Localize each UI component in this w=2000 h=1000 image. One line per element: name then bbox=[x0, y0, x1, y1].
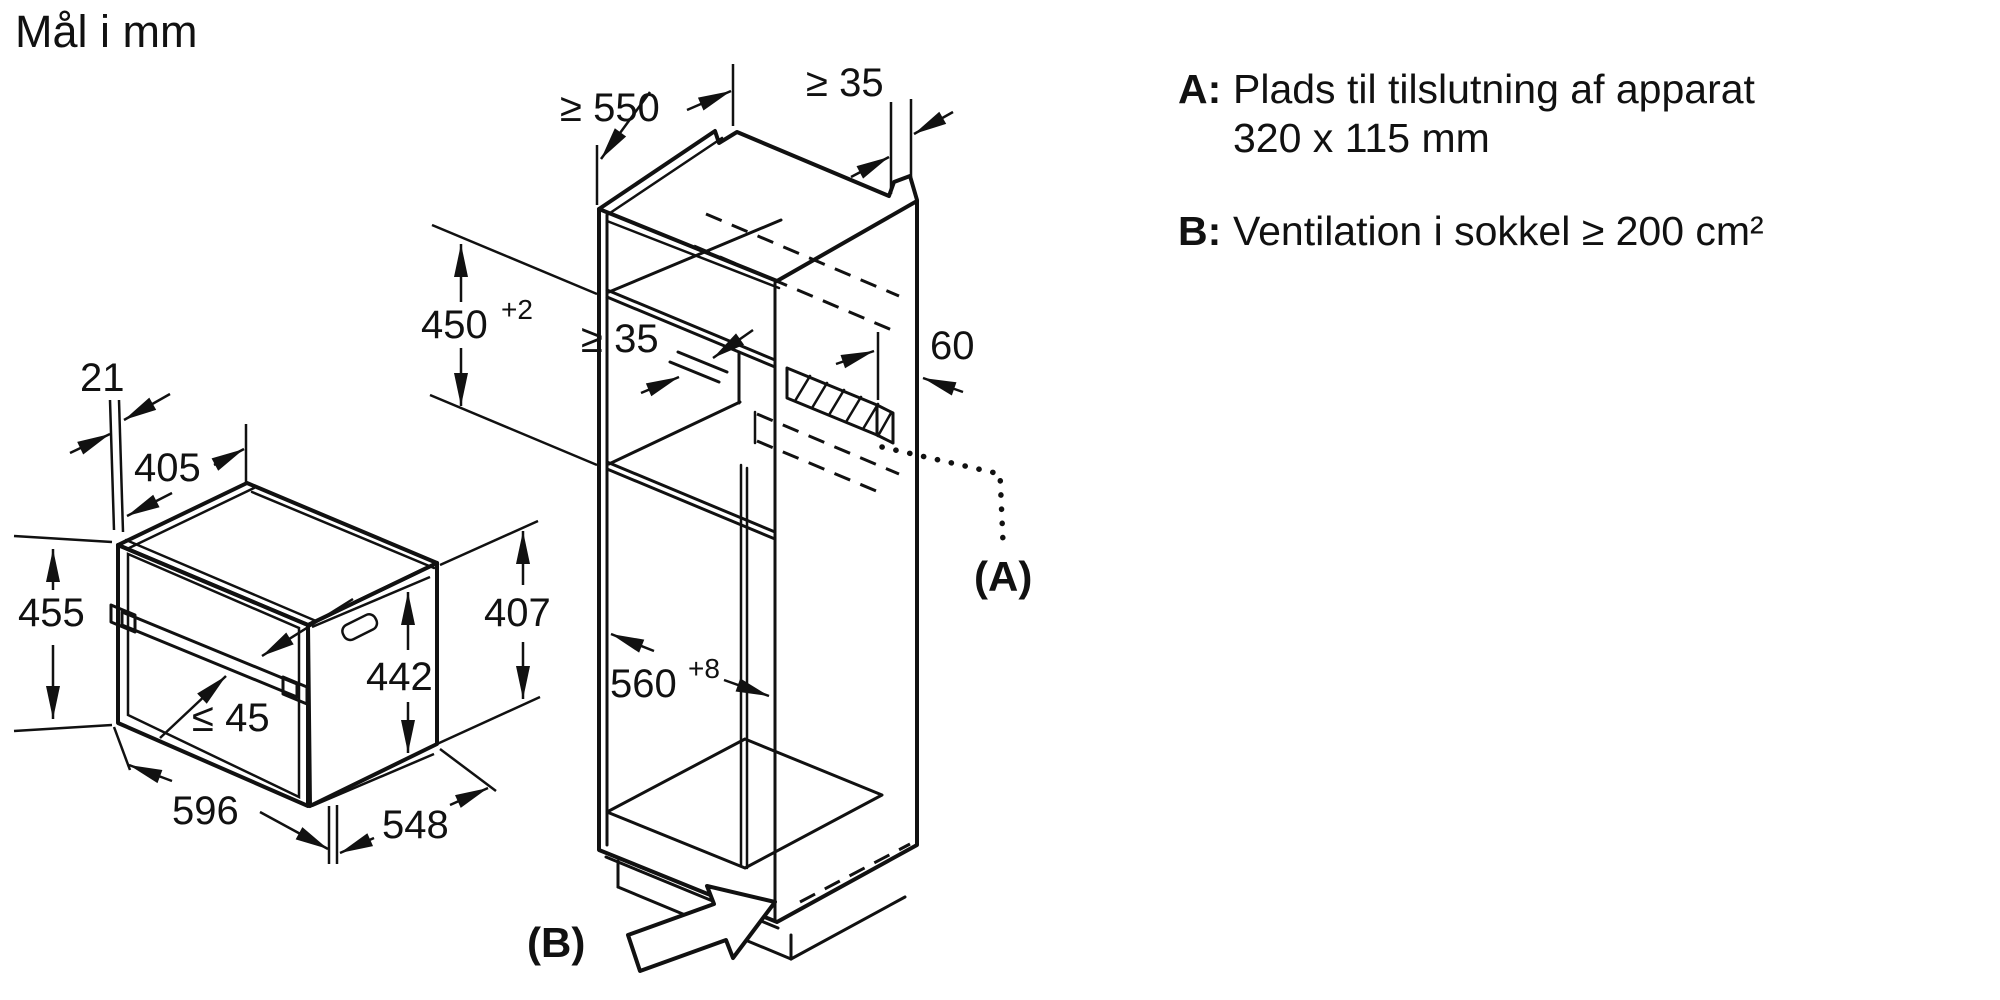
callout-a-leader-dots bbox=[882, 447, 1003, 542]
dim-label: 407 bbox=[484, 591, 551, 635]
cabinet-side-top-edge bbox=[777, 201, 917, 281]
dim-connection-offset-60 bbox=[836, 324, 975, 400]
dim-arrow bbox=[340, 838, 374, 853]
ext-line bbox=[110, 400, 114, 530]
dim-body-height-407 bbox=[437, 521, 551, 744]
dim-arrow bbox=[923, 378, 963, 392]
cabinet-drawing bbox=[421, 61, 1032, 971]
ext-line bbox=[14, 725, 112, 731]
ext-line bbox=[440, 749, 496, 791]
dim-arrow bbox=[914, 112, 953, 134]
dim-label: 560 bbox=[610, 662, 677, 706]
callout-a-label: (A) bbox=[974, 553, 1033, 600]
ext-line bbox=[430, 395, 597, 465]
dim-label: 60 bbox=[930, 324, 975, 368]
dim-arrow bbox=[851, 157, 889, 177]
dim-arrow bbox=[127, 493, 172, 516]
ext-line bbox=[119, 400, 123, 532]
dim-height-455 bbox=[14, 536, 112, 731]
dim-arrow bbox=[214, 449, 244, 465]
dim-interior-height-442 bbox=[312, 577, 434, 806]
legend-a-line1: Plads til tilslutning af apparat bbox=[1233, 66, 1755, 112]
dim-label: ≥ 550 bbox=[560, 86, 660, 130]
hatch-line bbox=[878, 413, 891, 436]
dim-niche-width-560 bbox=[610, 634, 769, 706]
legend-a-line2: 320 x 115 mm bbox=[1233, 115, 1490, 161]
ext-line bbox=[437, 697, 540, 744]
dim-arrow bbox=[124, 394, 170, 420]
hatch-line bbox=[795, 376, 810, 401]
dim-label: 450 bbox=[421, 303, 488, 347]
dim-label: 442 bbox=[366, 655, 433, 699]
dim-label: 455 bbox=[18, 591, 85, 635]
legend-b-key: B: bbox=[1178, 208, 1222, 254]
legend bbox=[1178, 66, 1764, 254]
ext-line bbox=[432, 225, 597, 294]
oven-side-grip-hole bbox=[340, 612, 379, 642]
cabinet-top-inner-edge bbox=[607, 138, 722, 215]
dim-arrow bbox=[260, 812, 328, 849]
ext-line bbox=[312, 754, 434, 806]
dim-arrow bbox=[641, 377, 679, 393]
dim-arrow bbox=[687, 91, 731, 110]
dim-label: 405 bbox=[134, 446, 201, 490]
dim-arrow bbox=[450, 788, 488, 805]
hatch-line bbox=[829, 390, 844, 415]
ext-line bbox=[114, 727, 130, 770]
hatch-line bbox=[812, 383, 827, 408]
hidden-edge bbox=[694, 246, 899, 333]
shelf-bottom-edge-2 bbox=[607, 469, 775, 539]
dim-top-width-405 bbox=[127, 424, 246, 516]
dim-tolerance: +2 bbox=[501, 294, 533, 325]
dim-label: 596 bbox=[172, 789, 239, 833]
callout-b-label: (B) bbox=[527, 919, 586, 966]
dim-rear-gap-top-35 bbox=[806, 61, 953, 194]
ext-line bbox=[14, 536, 112, 542]
dim-tolerance: +8 bbox=[688, 653, 720, 684]
dim-label: ≥ 35 bbox=[806, 61, 884, 105]
shelf-bottom-edge bbox=[607, 462, 775, 532]
dim-arrow bbox=[70, 434, 110, 453]
hidden-edge-bottom bbox=[800, 844, 910, 902]
dim-niche-height-450 bbox=[421, 225, 597, 465]
oven-handle-bar bbox=[122, 612, 297, 697]
oven-drawing bbox=[14, 356, 551, 864]
legend-b-text: Ventilation i sokkel ≥ 200 cm² bbox=[1233, 208, 1764, 254]
oven-lid-back-step bbox=[252, 492, 434, 568]
ext-line bbox=[312, 577, 430, 627]
dim-label: 21 bbox=[80, 356, 125, 400]
dim-arrow bbox=[129, 765, 172, 781]
dim-label: ≤ 45 bbox=[192, 696, 270, 740]
dim-handle-45 bbox=[160, 599, 353, 740]
lower-compartment-floor bbox=[607, 739, 882, 868]
legend-a-key: A: bbox=[1178, 66, 1222, 112]
dim-label: 548 bbox=[382, 803, 449, 847]
dim-arrow bbox=[611, 634, 654, 651]
dim-arrow bbox=[836, 351, 874, 364]
dim-top-offset-21 bbox=[70, 356, 170, 532]
dim-label: ≥ 35 bbox=[581, 317, 659, 361]
oven-lid-front-rim bbox=[126, 540, 316, 621]
dim-depth-548 bbox=[337, 749, 496, 864]
shelf-bottom-back-edge bbox=[609, 402, 740, 464]
hatch-line bbox=[846, 397, 861, 422]
oven-lid-left-rim bbox=[127, 488, 254, 549]
page-title: Mål i mm bbox=[15, 6, 198, 57]
